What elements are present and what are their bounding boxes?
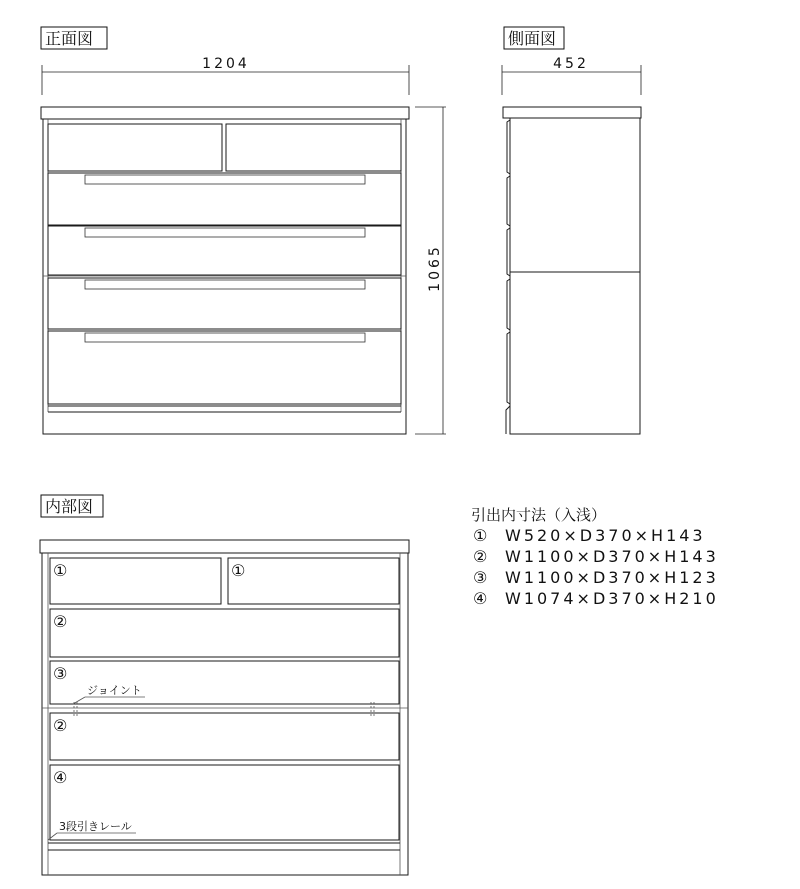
side-view xyxy=(502,27,641,434)
compartment-mark: ② xyxy=(53,716,68,735)
compartment-1-left xyxy=(50,558,221,604)
compartment-mark: ③ xyxy=(53,664,68,683)
spec-text: W1100×D370×H123 xyxy=(505,568,719,587)
compartment-mark: ④ xyxy=(53,768,68,787)
compartment-3 xyxy=(50,661,399,704)
front-view-label: 正面図 xyxy=(45,29,94,48)
compartment-2-lower xyxy=(50,713,399,760)
rail-note: 3段引きレール xyxy=(59,820,132,833)
drawer-5-handle xyxy=(85,333,365,342)
compartment-1-right xyxy=(228,558,399,604)
side-panel xyxy=(510,118,640,434)
front-view xyxy=(41,27,446,434)
drawer-small-left xyxy=(48,124,222,171)
spec-mark: ② xyxy=(473,547,488,566)
compartment-2-upper xyxy=(50,609,399,657)
drawer-small-right xyxy=(226,124,401,171)
side-plinth xyxy=(506,406,510,434)
drawer-4-handle xyxy=(85,280,365,289)
compartment-mark: ① xyxy=(231,561,246,580)
interior-top-board xyxy=(40,540,409,553)
side-top-board xyxy=(503,107,641,118)
spec-mark: ③ xyxy=(473,568,488,587)
side-view-label: 側面図 xyxy=(508,29,557,48)
height-dimension-label: 1065 xyxy=(427,244,443,292)
joint-note: ジョイント xyxy=(87,684,142,697)
compartment-mark: ② xyxy=(53,612,68,631)
top-board xyxy=(41,107,409,119)
depth-dimension-label: 452 xyxy=(553,56,589,72)
drawer-2-handle xyxy=(85,175,365,184)
interior-view-label: 内部図 xyxy=(45,497,94,516)
compartment-mark: ① xyxy=(53,561,68,580)
spec-text: W1100×D370×H143 xyxy=(505,547,719,566)
spec-text: W520×D370×H143 xyxy=(505,526,706,545)
drawer-3-handle xyxy=(85,228,365,237)
width-dimension-label: 1204 xyxy=(202,56,250,72)
drawer-spec-list xyxy=(471,506,719,608)
spec-mark: ④ xyxy=(473,589,488,608)
spec-mark: ① xyxy=(473,526,488,545)
spec-text: W1074×D370×H210 xyxy=(505,589,719,608)
spec-heading: 引出内寸法（入浅） xyxy=(471,506,607,524)
interior-view xyxy=(40,495,409,875)
